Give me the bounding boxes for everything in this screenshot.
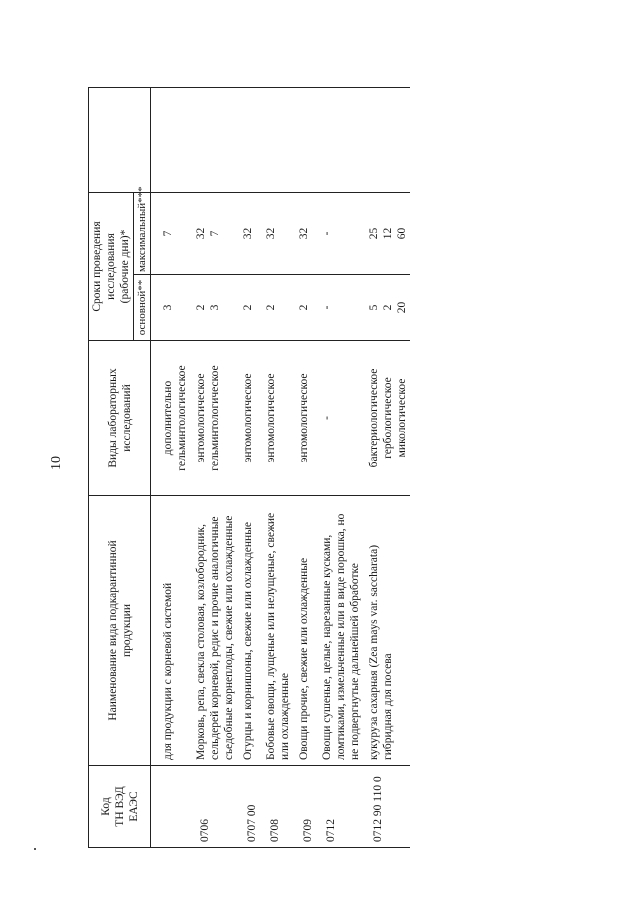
cell-term-max-line: 7 — [209, 230, 221, 237]
cell-product-name: кукуруза сахарная (Zea mays var. saccharata) гибридная для посева — [363, 496, 410, 766]
cell-term-basic-line: - — [321, 305, 333, 310]
cell-code: 0712 90 110 0 — [363, 766, 410, 848]
header-code: Код ТН ВЭД ЕАЭС — [89, 766, 151, 848]
cell-term-basic — [260, 275, 293, 341]
table-body — [151, 88, 411, 848]
table-header — [89, 88, 151, 848]
table-row — [151, 88, 191, 848]
cell-term-max-line: 32 — [265, 227, 277, 240]
cell-term-max-line: 25 — [368, 227, 380, 240]
cell-research-type-line: - — [321, 416, 333, 420]
cell-research-type-line: микологическое — [396, 378, 408, 458]
cell-research-type-line: гербологическое — [382, 377, 394, 459]
table-row — [316, 88, 363, 848]
cell-research-type-line: гельминтологическое — [209, 365, 221, 471]
cell-term-basic-line: 2 — [242, 304, 254, 311]
cell-term-max — [363, 193, 410, 275]
cell-research-type — [316, 341, 363, 496]
cell-term-basic — [190, 275, 237, 341]
cell-term-max-line: 12 — [382, 227, 394, 240]
cell-research-type — [237, 341, 260, 496]
cell-term-max-line: - — [321, 231, 333, 236]
cell-term-basic-line: 2 — [195, 304, 207, 311]
table-row — [260, 88, 293, 848]
cell-research-type — [151, 341, 191, 496]
cell-term-max — [260, 193, 293, 275]
cell-term-basic — [316, 275, 363, 341]
table-row — [293, 88, 316, 848]
cell-term-basic-line: 2 — [298, 304, 310, 311]
cell-term-basic-line: 20 — [396, 301, 408, 314]
header-terms-max: максимальный*** — [134, 193, 151, 275]
header-terms-basic: основной** — [134, 275, 151, 341]
cell-code: 0706 — [190, 766, 237, 848]
cell-code: 0709 — [293, 766, 316, 848]
cell-term-max — [293, 193, 316, 275]
cell-term-basic-line: 5 — [368, 304, 380, 311]
table-row — [363, 88, 410, 848]
cell-term-basic-line: 3 — [162, 304, 174, 311]
cell-term-basic — [363, 275, 410, 341]
scan-mark — [34, 848, 36, 850]
header-name: Наименование вида подкарантинной продукции — [89, 496, 151, 766]
cell-spare — [260, 88, 293, 193]
cell-term-basic — [151, 275, 191, 341]
cell-term-max-line: 60 — [396, 227, 408, 240]
table-row — [190, 88, 237, 848]
cell-code — [151, 766, 191, 848]
cell-spare — [190, 88, 237, 193]
header-types: Виды лабораторных исследований — [89, 341, 151, 496]
cell-research-type-line: энтомологическое — [298, 373, 310, 463]
cell-spare — [316, 88, 363, 193]
cell-code: 0708 — [260, 766, 293, 848]
cell-research-type — [260, 341, 293, 496]
cell-product-name: Овощи сушеные, целые, нарезанные кусками, ломтиками, измельченные или в виде порошка, но не подвергнутые дальнейшей обработке — [316, 496, 363, 766]
cell-spare — [293, 88, 316, 193]
table-row — [237, 88, 260, 848]
cell-product-name: Морковь, репа, свекла столовая, козлобородник, сельдерей корневой, редис и прочие аналогичные съедобные корнеплоды, свежие или охлажденные — [190, 496, 237, 766]
cell-research-type — [363, 341, 410, 496]
cell-term-max-line: 32 — [195, 227, 207, 240]
cell-product-name: для продукции с корневой системой — [151, 496, 191, 766]
cell-product-name: Огурцы и корнишоны, свежие или охлажденные — [237, 496, 260, 766]
cell-term-basic — [237, 275, 260, 341]
cell-spare — [151, 88, 191, 193]
header-spare — [89, 88, 151, 193]
cell-research-type-line: энтомологическое — [265, 373, 277, 463]
table-rotator — [88, 88, 576, 848]
cell-research-type — [190, 341, 237, 496]
cell-term-max — [151, 193, 191, 275]
cell-research-type-line: энтомологическое — [242, 373, 254, 463]
cell-term-max-line: 32 — [298, 227, 310, 240]
cell-spare — [363, 88, 410, 193]
cell-product-name: Овощи прочие, свежие или охлажденные — [293, 496, 316, 766]
cell-research-type — [293, 341, 316, 496]
cell-research-type-line: гельминтологическое — [176, 365, 188, 471]
cell-research-type-line: бактериологическое — [368, 368, 380, 468]
cell-term-max — [316, 193, 363, 275]
cell-research-type-line: дополнительно — [162, 380, 174, 456]
cell-term-basic-line: 2 — [265, 304, 277, 311]
cell-term-basic-line: 3 — [209, 304, 221, 311]
cell-term-max-line: 32 — [242, 227, 254, 240]
cell-term-basic — [293, 275, 316, 341]
document-id — [0, 788, 1, 888]
cell-product-name: Бобовые овощи, лущеные или нелущеные, свежие или охлажденные — [260, 496, 293, 766]
cell-code: 0712 — [316, 766, 363, 848]
page-number: 10 — [49, 456, 64, 470]
cell-term-max — [237, 193, 260, 275]
cell-term-basic-line: 2 — [382, 304, 394, 311]
quarantine-table — [88, 87, 410, 848]
cell-research-type-line: энтомологическое — [195, 373, 207, 463]
cell-term-max — [190, 193, 237, 275]
cell-term-max-line: 7 — [162, 230, 174, 237]
cell-spare — [237, 88, 260, 193]
cell-code: 0707 00 — [237, 766, 260, 848]
header-terms: Сроки проведения исследования (рабочие дни)* — [89, 193, 134, 341]
